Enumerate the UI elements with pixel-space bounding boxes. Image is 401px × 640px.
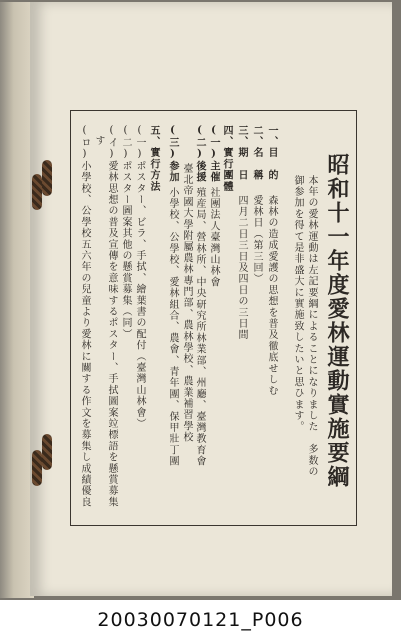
item-text: 愛林思想の普及宣傳を意味するポスター、手拭圖案竝標語を懸賞募集 — [106, 160, 117, 508]
section-sponsor — [208, 125, 218, 288]
text-frame — [70, 110, 357, 526]
section-label: 一、目 的 — [266, 125, 277, 181]
section-label: (一)主催 — [208, 125, 219, 183]
section-participants — [167, 125, 177, 467]
item-label: (イ) — [106, 125, 117, 161]
binding-thread-icon — [26, 450, 50, 486]
section-name — [251, 125, 261, 285]
section-label: 三、期 日 — [236, 125, 247, 181]
intro-line: 御参加を得て是非盛大に實施致したいと思ひます。 — [292, 175, 303, 433]
item-label: (ロ) — [79, 125, 90, 161]
section-text: 森林の造成愛護の思想を普及徹底せしむ — [266, 195, 277, 397]
method-item — [120, 125, 130, 340]
section-label: 五、實行方法 — [148, 125, 159, 193]
item-text: 小學校、公學校五六年の兒童より愛林に關する作文を募集し成績優良 — [79, 160, 90, 508]
intro-line: 本年の愛林運動は左記要綱によることになりました 多数の — [306, 175, 317, 478]
section-label: 四、實行團體 — [221, 125, 232, 193]
item-text: ポスター、ビラ、手拭、繪葉書の配付（臺灣山林會） — [134, 160, 145, 430]
section-label: 二、名 稱 — [251, 125, 262, 181]
section-text: 愛林日（第三回） — [251, 195, 262, 285]
section-text: 小學校、公學校、愛林組合、農會、青年團、保甲壯丁團 — [167, 187, 178, 467]
section-text: 殖産局、營林所、中央研究所林業部、州廳、臺灣教育會 — [194, 187, 205, 467]
method-item — [134, 125, 144, 429]
document-title: 昭和十一年度愛林運動實施要綱 — [324, 153, 350, 489]
method-item-continued: す — [93, 135, 104, 147]
section-support-continued: 臺北帝國大學附屬農林專門部、農林學校、農業補習學校 — [181, 163, 192, 443]
item-label: (一) — [134, 125, 145, 161]
method-item — [106, 125, 116, 508]
section-label: (二)後援 — [194, 125, 205, 183]
image-caption: 20030070121_P006 — [97, 609, 304, 631]
section-methods-heading — [148, 125, 158, 192]
section-organizers-heading — [221, 125, 231, 192]
binding-thread-icon — [26, 174, 50, 210]
section-support — [194, 125, 204, 467]
method-item — [79, 125, 89, 508]
item-text: ポスター圖案其他の懸賞募集（同） — [120, 160, 131, 340]
previous-page-edge — [0, 2, 34, 598]
section-text: 社團法人臺灣山林會 — [208, 187, 219, 288]
item-label: (二) — [120, 125, 131, 161]
section-text: 四月二日三日及四日の三日間 — [236, 195, 247, 341]
section-purpose — [266, 125, 276, 397]
section-date — [236, 125, 246, 341]
section-label: (三)参加 — [167, 125, 178, 183]
